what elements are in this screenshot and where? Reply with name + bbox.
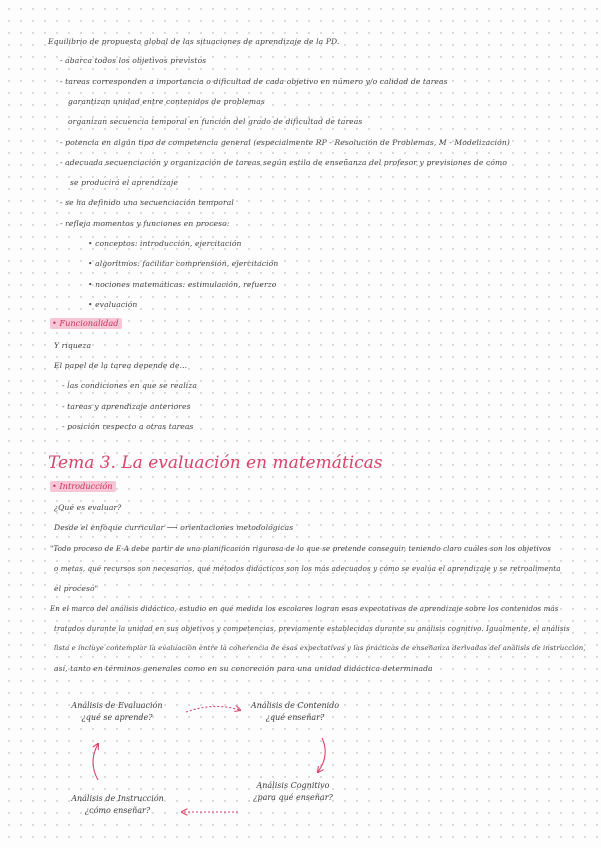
note-line: se producirá el aprendizaje <box>70 178 178 187</box>
note-line: Y riqueza <box>54 341 92 350</box>
page-title: Tema 3. La evaluación en matemáticas <box>48 453 383 473</box>
diagram-node-question: ¿para qué enseñar? <box>253 793 333 802</box>
diagram-node-question: ¿cómo enseñar? <box>84 806 151 815</box>
note-line: - potencia en algún tipo de competencia general (especialmente RP - Resolución de Problemas, M - Modelización) <box>60 138 510 147</box>
note-line: garantizan unidad entre contenidos de problemas <box>68 97 265 106</box>
note-line: - refleja momentos y funciones en proceso: <box>60 219 230 228</box>
note-line: - se ha definido una secuenciación temporal <box>60 198 234 207</box>
note-line: - abarca todos los objetivos previstos <box>60 56 207 65</box>
note-line: - posición respecto a otras tareas <box>62 422 194 431</box>
note-line: o metas, qué recursos son necesarios, qué métodos didácticos son los más adecuados y cómo se evalúa el aprendizaje y se retroalimenta <box>54 564 561 573</box>
arrow-instruccion-to-evaluacion <box>93 744 98 780</box>
note-line: Equilibrio de propuesta global de las situaciones de aprendizaje de la PD. <box>48 37 340 46</box>
diagram-node-title: Análisis Cognitivo <box>256 781 330 790</box>
note-line: El papel de la tarea depende de... <box>54 361 188 370</box>
note-line: "Todo proceso de E-A debe partir de una planificación rigurosa de lo que se pretende conseguir, teniendo claro cuáles son los objetivos <box>50 544 552 553</box>
note-line: así, tanto en términos generales como en su concreción para una unidad didáctica determinada <box>54 664 433 673</box>
diagram-node-question: ¿qué enseñar? <box>265 713 325 722</box>
note-line: Desde el enfoque curricular ⟶ orientaciones metodológicas <box>54 523 294 532</box>
note-line: En el marco del análisis didáctico, estudio en qué medida los escolares logran esas expectativas de aprendizaje sobre los contenidos más <box>50 604 559 613</box>
arrow-evaluacion-to-contenido <box>186 706 240 712</box>
note-line: - las condiciones en que se realiza <box>62 381 197 390</box>
note-line: • conceptos: introducción, ejercitación <box>88 239 242 248</box>
note-line: • algoritmos: facilitar comprensión, ejercitación <box>88 259 279 268</box>
note-line: tratados durante la unidad en sus objetivos y competencias, previamente establecidas durante su análisis cognitivo. Igualmente, el análisis <box>54 624 570 633</box>
diagram-node-question: ¿qué se aprende? <box>81 713 153 722</box>
note-line: organizan secuencia temporal en función del grado de dificultad de tareas <box>68 117 363 126</box>
note-line: ¿Qué es evaluar? <box>54 503 122 512</box>
note-line: el proceso" <box>54 584 99 593</box>
note-line: • nociones matemáticas: estimulación, refuerzo <box>88 280 277 289</box>
diagram-node-title: Análisis de Instrucción <box>71 794 164 803</box>
note-line: - tareas corresponden a importancia o dificultad de cada objetivo en número y/o calidad de tareas <box>60 77 448 86</box>
note-line: - adecuada secuenciación y organización de tareas según estilo de enseñanza del profesor y previsiones de cómo <box>60 158 508 167</box>
note-line: • evaluación <box>88 300 138 309</box>
diagram-node-title: Análisis de Contenido <box>250 701 340 710</box>
section-heading-introduccion: • Introducción <box>50 481 116 492</box>
note-line: lista e incluye contemplar la evaluación entre la coherencia de esas expectativas y las prácticas de enseñanza derivadas del análisis de instrucción, <box>54 644 586 652</box>
section-heading-funcionalidad: • Funcionalidad <box>50 318 122 329</box>
arrow-contenido-to-cognitivo <box>318 738 325 772</box>
diagram-node-title: Análisis de Evaluación <box>71 701 163 710</box>
note-line: - tareas y aprendizaje anteriores <box>62 402 191 411</box>
